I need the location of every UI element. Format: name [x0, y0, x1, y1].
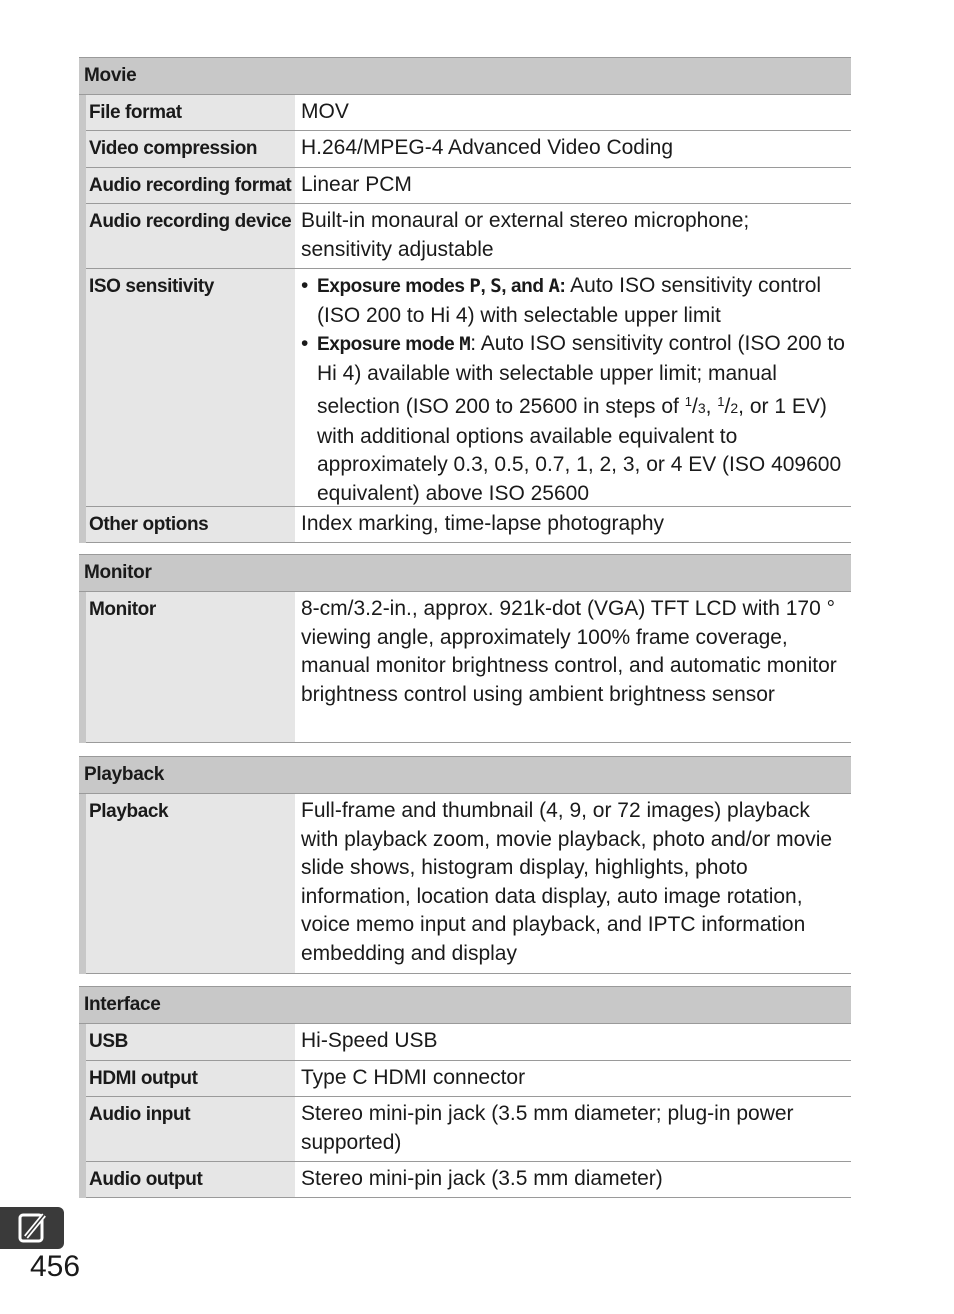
- section-body: [79, 592, 851, 743]
- row-label: Other options: [86, 507, 295, 542]
- list-item: • Exposure mode M: Auto ISO sensitivity control (ISO 200 to Hi 4) available with selectable upper limit; manual selection (ISO 200 to 25600 in steps of $^1$/3, $^1$/2, or 1 EV) with additional options available equivalent to approximately 0.3, 0.5, 0.7, 1, 2, 3, or 4 EV (ISO 409600 equivalent) above ISO 25600: [301, 330, 845, 508]
- page-number: 456: [30, 1250, 81, 1283]
- table-row: [86, 95, 851, 131]
- table-row: [86, 131, 851, 168]
- monitor-section: [79, 554, 851, 743]
- table-row: [86, 204, 851, 269]
- section-title: Interface: [79, 986, 851, 1024]
- section-body: [79, 95, 851, 543]
- table-row: [86, 1061, 851, 1097]
- table-row: [86, 592, 851, 743]
- bullet-text: Auto ISO sensitivity control (ISO 200 to Hi 4) with selectable upper limit: [317, 274, 822, 327]
- mode-p-glyph: P: [469, 275, 481, 297]
- row-label: Audio recording format: [86, 168, 295, 203]
- table-row: [86, 1162, 851, 1198]
- table-row: [86, 507, 851, 543]
- section-body: [79, 1024, 851, 1198]
- row-value: Stereo mini-pin jack (3.5 mm diameter; plug-in power supported): [301, 1102, 794, 1154]
- mode-a-glyph: A: [548, 275, 560, 297]
- row-value: [295, 269, 851, 506]
- table-row: [86, 269, 851, 507]
- row-value: 8-cm/3.2-in., approx. 921k-dot (VGA) TFT LCD with 170 ° viewing angle, approximately 100% frame coverage, manual monitor brightness control, and automatic monitor brightness control using ambient brightness sensor: [301, 597, 837, 706]
- row-value: Stereo mini-pin jack (3.5 mm diameter): [301, 1167, 663, 1190]
- row-label: Monitor: [86, 592, 295, 742]
- playback-section: [79, 756, 851, 974]
- table-row: [86, 794, 851, 974]
- row-label: Audio recording device: [86, 204, 295, 268]
- row-label: File format: [86, 95, 295, 130]
- row-value: Index marking, time-lapse photography: [301, 512, 665, 535]
- fraction-numerator: 1: [684, 394, 692, 409]
- row-label: Audio output: [86, 1162, 295, 1197]
- bullet-text: : Auto ISO sensitivity control (ISO 200 to Hi 4) available with selectable upper limit; manual selection (ISO 200 to 25600 in steps of: [317, 332, 845, 418]
- row-value: Built-in monaural or external stereo microphone; sensitivity adjustable: [301, 209, 750, 261]
- mode-m-glyph: M: [459, 333, 471, 355]
- row-label: ISO sensitivity: [86, 269, 295, 506]
- iso-bullet-list: [301, 272, 845, 508]
- table-row: [86, 1097, 851, 1162]
- mode-s-glyph: S: [490, 275, 502, 297]
- fraction-numerator: 1: [717, 394, 725, 409]
- table-row: [86, 168, 851, 204]
- row-label: USB: [86, 1024, 295, 1060]
- movie-section: [79, 57, 851, 543]
- fraction-denominator: 2: [730, 400, 739, 416]
- row-value: MOV: [301, 100, 349, 123]
- row-label: HDMI output: [86, 1061, 295, 1096]
- fraction-denominator: 3: [697, 400, 706, 416]
- row-label: Playback: [86, 794, 295, 973]
- row-value: Type C HDMI connector: [301, 1066, 526, 1089]
- bullet-term: Exposure mode M: [317, 333, 471, 355]
- bullet-term: Exposure modes P, S, and A:: [317, 275, 566, 297]
- table-row: [86, 1024, 851, 1061]
- row-label: Video compression: [86, 131, 295, 167]
- row-value: H.264/MPEG-4 Advanced Video Coding: [301, 136, 674, 159]
- row-value: Hi-Speed USB: [301, 1029, 438, 1052]
- list-item: [301, 272, 845, 330]
- row-label: Audio input: [86, 1097, 295, 1161]
- technical-notes-icon: [0, 1207, 64, 1249]
- section-title: Monitor: [79, 554, 851, 592]
- row-value: Full-frame and thumbnail (4, 9, or 72 images) playback with playback zoom, movie playback, photo and/or movie slide shows, histogram display, highlights, photo information, location data display, auto image rotation, voice memo input and playback, and IPTC information embedding and display: [301, 799, 833, 965]
- interface-section: [79, 986, 851, 1198]
- section-title: Playback: [79, 756, 851, 794]
- row-value: Linear PCM: [301, 173, 412, 196]
- section-body: [79, 794, 851, 974]
- section-title: Movie: [79, 57, 851, 95]
